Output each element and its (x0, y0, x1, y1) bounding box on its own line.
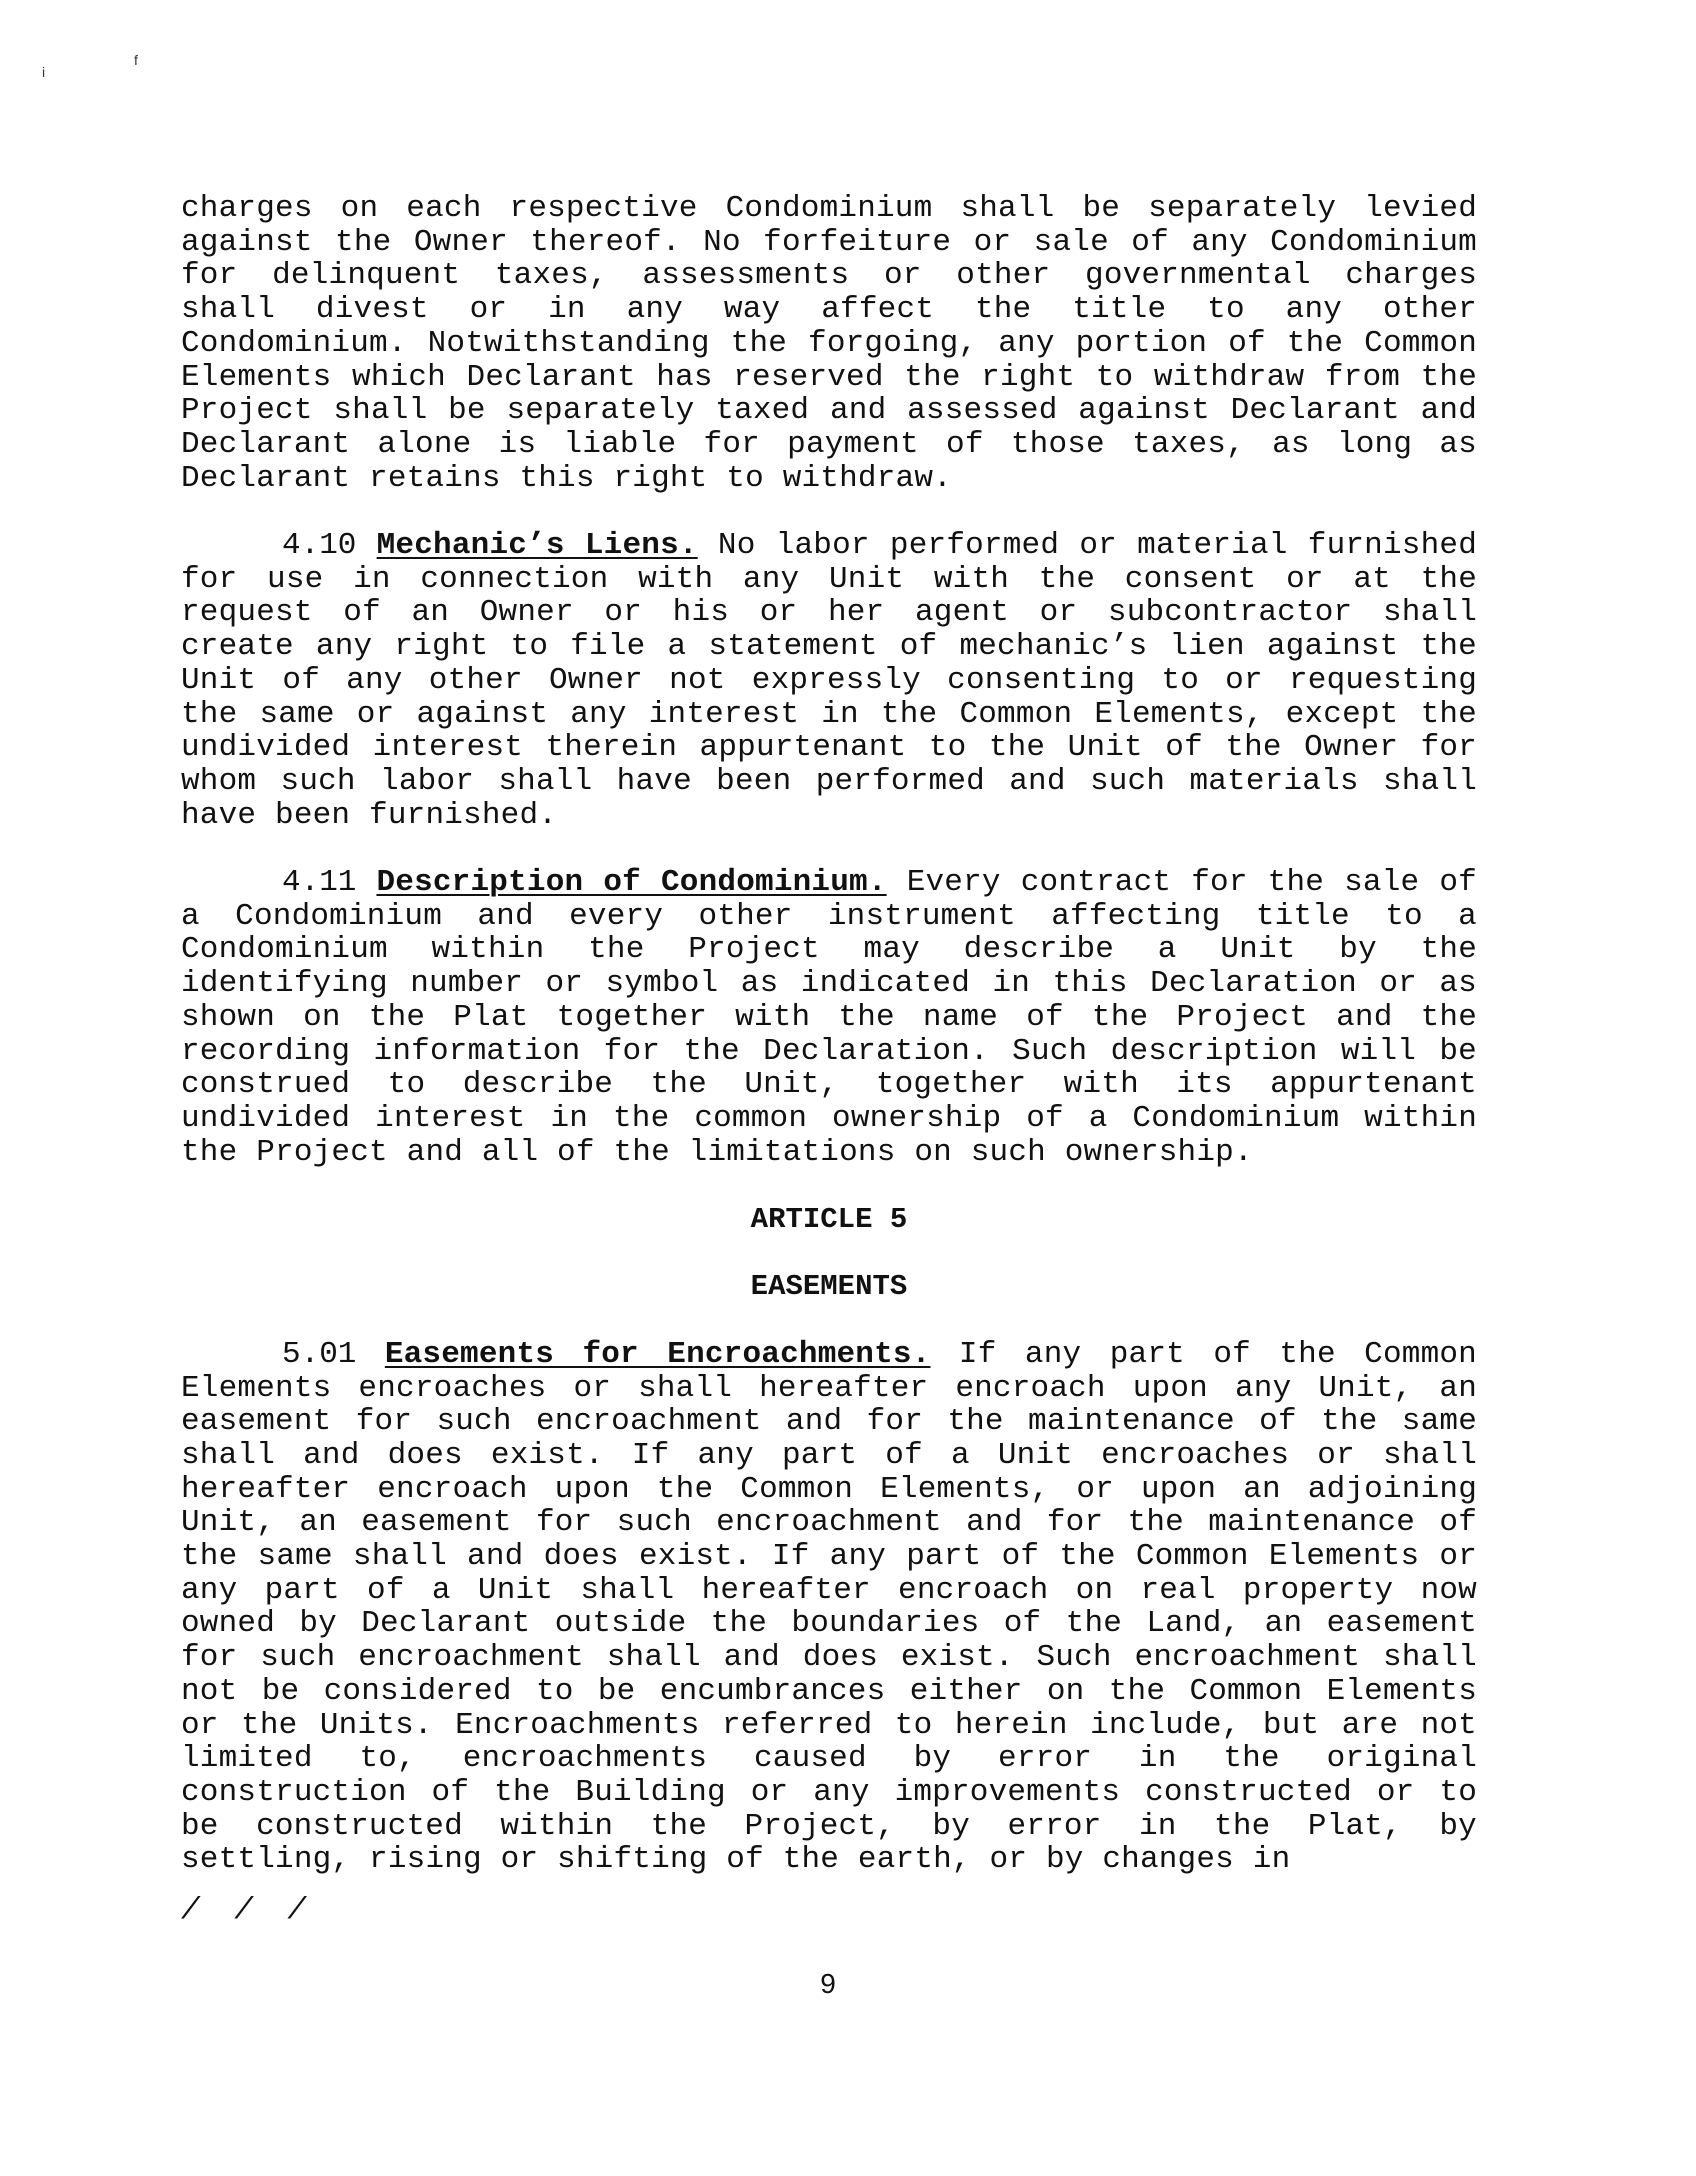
section-number: 4.11 (282, 865, 357, 901)
scan-mark: i (42, 64, 46, 80)
section-heading: Mechanic’s Liens. (376, 528, 698, 564)
section-number: 4.10 (282, 528, 357, 564)
section-5-01 (181, 1338, 1477, 1877)
section-heading: Easements for Encroachments. (384, 1336, 931, 1372)
continuation-marks: / / / (181, 1893, 315, 1928)
paragraph-continuation: charges on each respective Condominium shall be separately levied against the Owner thereof. No forfeiture or sale of any Condominium for delinquent taxes, assessments or other governmental charges shall divest or in any way affect the title to any other Condominium. Notwithstanding the forgoing, any portion of the Common Elements which Declarant has reserved the right to withdraw from the Project shall be separately taxed and assessed against Declarant and Declarant alone is liable for payment of those taxes, as long as Declarant retains this right to withdraw. (181, 191, 1477, 496)
section-text: If any part of the Common Elements encroaches or shall hereafter encroach upon any Unit, an easement for such encroachment and for the maintenance of the same shall and does exist. If any part of a Unit encroaches or shall hereafter encroach upon the Common Elements, or upon an adjoining Unit, an easement for such encroachment and for the maintenance of the same shall and does exist. If any part of the Common Elements or any part of a Unit shall hereafter encroach on real property now owned by Declarant outside the boundaries of the Land, an easement for such encroachment shall and does exist. Such encroachment shall not be considered to be encumbrances either on the Common Elements or the Units. Encroachments referred to herein include, but are not limited to, encroachments caused by error in the original construction of the Building or any improvements constructed or to be constructed within the Project, by error in the Plat, by settling, rising or shifting of the earth, or by changes in (181, 1336, 1477, 1878)
document-body (181, 192, 1477, 1911)
section-text: Every contract for the sale of a Condominium and every other instrument affecting title to a Condominium within the Project may describe a Unit by the identifying number or symbol as indicated in this Declaration or as shown on the Plat together with the name of the Project and the recording information for the Declaration. Such description will be construed to describe the Unit, together with its appurtenant undivided interest in the common ownership of a Condominium within the Project and all of the limitations on such ownership. (181, 865, 1477, 1170)
section-text: No labor performed or material furnished for use in connection with any Unit with the consent or at the request of an Owner or his or her agent or subcontractor shall create any right to file a statement of mechanic’s lien against the Unit of any other Owner not expressly consenting to or requesting the same or against any interest in the Common Elements, except the undivided interest therein appurtenant to the Unit of the Owner for whom such labor shall have been performed and such materials shall have been furnished. (181, 528, 1477, 833)
scan-mark: f (134, 52, 138, 68)
section-4-11 (181, 866, 1477, 1169)
section-number: 5.01 (282, 1336, 357, 1372)
section-4-10 (181, 529, 1477, 832)
section-heading: Description of Condominium. (376, 865, 887, 901)
page-number: 9 (820, 1968, 836, 1999)
article-label: ARTICLE 5 (750, 1203, 908, 1237)
article-title: EASEMENTS (750, 1270, 908, 1304)
